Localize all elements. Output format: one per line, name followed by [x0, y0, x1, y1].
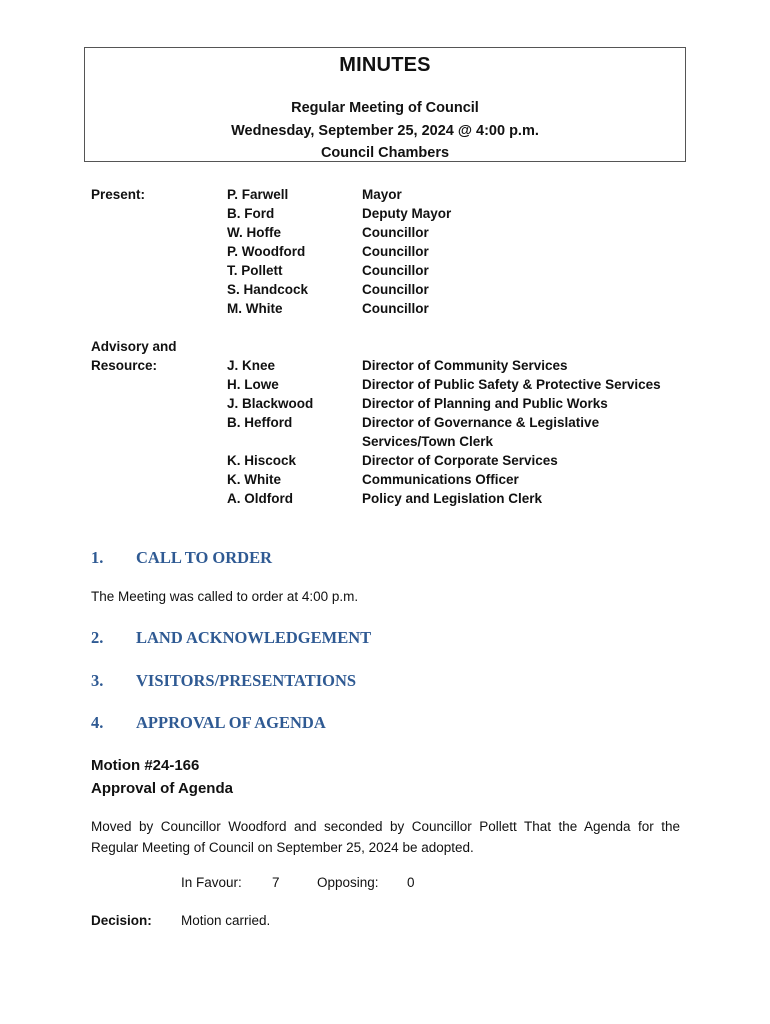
- staff-role: Director of Governance & Legislative: [362, 415, 600, 430]
- attendee-name: P. Woodford: [227, 244, 306, 259]
- section-heading: [91, 548, 272, 568]
- opposing-count: 0: [407, 875, 415, 890]
- staff-name: A. Oldford: [227, 491, 293, 506]
- staff-name: K. White: [227, 472, 281, 487]
- staff-role: Policy and Legislation Clerk: [362, 491, 543, 506]
- attendee-name: M. White: [227, 301, 283, 316]
- opposing-label: Opposing:: [317, 875, 379, 890]
- section-title: APPROVAL OF AGENDA: [136, 713, 326, 732]
- decision-label: Decision:: [91, 913, 152, 928]
- present-names: [227, 185, 308, 318]
- attendee-role: Deputy Mayor: [362, 206, 452, 221]
- motion-block: [91, 754, 233, 800]
- present-roles: [362, 185, 451, 318]
- advisory-roles: [362, 356, 661, 508]
- staff-name: K. Hiscock: [227, 453, 297, 468]
- attendee-name: W. Hoffe: [227, 225, 281, 240]
- call-to-order-text: The Meeting was called to order at 4:00 p.m.: [91, 589, 359, 604]
- attendee-name: B. Ford: [227, 206, 275, 221]
- section-number: 4.: [91, 713, 104, 732]
- advisory-label-line: Advisory and: [91, 339, 177, 354]
- staff-role: Director of Public Safety & Protective Services: [362, 377, 661, 392]
- section-number: 1.: [91, 548, 104, 567]
- section-number: 2.: [91, 628, 104, 647]
- attendee-role: Mayor: [362, 187, 402, 202]
- section-number: 3.: [91, 671, 104, 690]
- section-heading: [91, 628, 371, 648]
- attendee-role: Councillor: [362, 301, 429, 316]
- staff-name: J. Blackwood: [227, 396, 314, 411]
- attendee-role: Councillor: [362, 225, 429, 240]
- meeting-datetime: Wednesday, September 25, 2024 @ 4:00 p.m.: [231, 123, 539, 139]
- advisory-label-line: Resource:: [91, 358, 158, 373]
- staff-role-continued: Services/Town Clerk: [362, 434, 494, 449]
- staff-role: Director of Planning and Public Works: [362, 396, 608, 411]
- section-heading: [91, 713, 326, 733]
- advisory-names: [227, 356, 313, 508]
- in-favour-label: In Favour:: [181, 875, 242, 890]
- section-title: CALL TO ORDER: [136, 548, 273, 567]
- staff-role: Director of Community Services: [362, 358, 568, 373]
- attendee-role: Councillor: [362, 282, 429, 297]
- minutes-header: [84, 47, 686, 162]
- motion-text: Moved by Councillor Woodford and seconded by Councillor Pollett That the Agenda for the Regular Meeting of Council on September 25, 2024 be adopted.: [91, 819, 680, 855]
- staff-name: H. Lowe: [227, 377, 279, 392]
- in-favour-count: 7: [272, 875, 280, 890]
- present-label: Present:: [91, 187, 146, 202]
- staff-name: B. Hefford: [227, 415, 293, 430]
- decision-value: Motion carried.: [181, 913, 271, 928]
- section-title: VISITORS/PRESENTATIONS: [136, 671, 357, 690]
- attendee-role: Councillor: [362, 244, 429, 259]
- staff-role: Director of Corporate Services: [362, 453, 558, 468]
- meeting-location: Council Chambers: [320, 145, 450, 161]
- attendee-name: S. Handcock: [227, 282, 309, 297]
- staff-name: J. Knee: [227, 358, 276, 373]
- attendee-name: T. Pollett: [227, 263, 283, 278]
- document-title: MINUTES: [339, 54, 431, 76]
- attendee-role: Councillor: [362, 263, 429, 278]
- meeting-type: Regular Meeting of Council: [291, 100, 479, 116]
- attendee-name: P. Farwell: [227, 187, 289, 202]
- staff-role: Communications Officer: [362, 472, 519, 487]
- section-title: LAND ACKNOWLEDGEMENT: [136, 628, 372, 647]
- section-heading: [91, 671, 356, 691]
- motion-title: Approval of Agenda: [91, 780, 233, 797]
- advisory-label: [91, 337, 177, 375]
- motion-number: Motion #24-166: [91, 757, 200, 774]
